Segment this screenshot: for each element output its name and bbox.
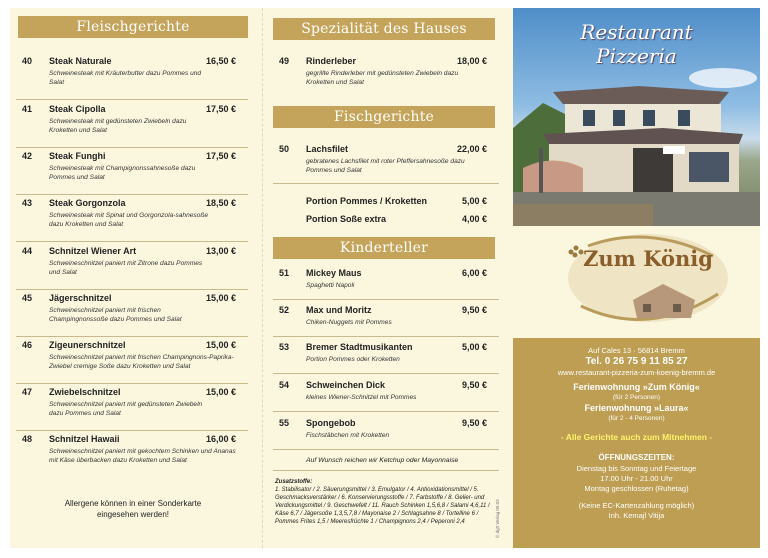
item-number: 46 <box>22 340 33 350</box>
printer-note: © dg!t Verlag 09.03 <box>495 499 500 538</box>
item-number: 43 <box>22 198 33 208</box>
section-title-kinderteller: Kinderteller <box>273 237 495 259</box>
item-price: 15,00 € <box>205 293 236 303</box>
extra-name: Portion Soße extra <box>306 214 387 224</box>
allergen-note: Allergene können in einer Sonderkarte eingesehen werden! <box>64 499 202 519</box>
item-description: gegrillte Rinderleber mit gedünsteten Zwiebeln dazu Kroketten und Salat <box>306 70 459 86</box>
item-number: 55 <box>279 418 290 428</box>
owner: Inh. Kemajl Vitija <box>608 511 665 520</box>
item-description: Portion Pommes oder Kroketten <box>306 356 400 363</box>
panel-fleischgerichte <box>10 8 256 548</box>
extra-name: Portion Pommes / Kroketten <box>306 196 428 206</box>
menu-item <box>16 151 248 195</box>
item-description: Chiken-Nuggets mit Pommes <box>306 319 392 326</box>
item-price: 17,50 € <box>205 151 236 161</box>
panel-spezialitaeten <box>262 8 507 548</box>
item-name: Schweinchen Dick <box>306 380 386 390</box>
item-description: Schweineschnitzel paniert mit frischen Champingnons-Paprika-Zwiebel cremige Soße dazu Kroketten und Salat <box>49 354 234 370</box>
extra-item <box>273 196 499 210</box>
item-number: 44 <box>22 246 33 256</box>
menu-item <box>16 104 248 148</box>
item-name: Lachsfilet <box>306 144 349 154</box>
logo-text: Zum König <box>583 246 713 271</box>
item-price: 16,00 € <box>205 434 236 444</box>
brand-line-1: Restaurant <box>580 20 693 44</box>
menu-item <box>16 293 248 337</box>
fewo-zum-koenig: Ferienwohnung »Zum König« <box>573 382 700 392</box>
menu-item <box>273 342 499 374</box>
item-name: Steak Gorgonzola <box>49 198 126 208</box>
item-name: Rinderleber <box>306 56 357 66</box>
takeaway-note: - Alle Gerichte auch zum Mitnehmen - <box>560 432 713 442</box>
item-number: 52 <box>279 305 290 315</box>
item-description: kleines Wiener-Schnitzel mit Pommes <box>306 394 417 401</box>
logo-area <box>513 226 760 338</box>
additives-title: Zusatzstoffe: <box>275 479 313 485</box>
item-description: Spaghetti Napoli <box>306 282 355 289</box>
panel-restaurant-info <box>513 8 760 548</box>
phone: Tel. 0 26 75 9 11 85 27 <box>585 356 688 367</box>
menu-item <box>16 340 248 384</box>
item-number: 54 <box>279 380 290 390</box>
item-price: 17,50 € <box>205 104 236 114</box>
section-title-fleischgerichte: Fleischgerichte <box>18 16 248 38</box>
item-price: 5,00 € <box>461 342 487 352</box>
contact-info <box>513 338 760 548</box>
menu-flyer <box>10 8 760 548</box>
menu-item <box>16 387 248 431</box>
menu-item <box>273 305 499 337</box>
menu-item <box>273 56 499 98</box>
restaurant-photo <box>513 8 760 226</box>
item-price: 16,50 € <box>205 56 236 66</box>
item-price: 9,50 € <box>461 305 487 315</box>
item-name: Schnitzel Wiener Art <box>49 246 137 256</box>
ec-card-note: (Keine EC-Kartenzahlung möglich) <box>578 501 695 510</box>
extra-price: 5,00 € <box>461 196 487 206</box>
section-title-spezialitaet: Spezialität des Hauses <box>273 18 495 40</box>
item-number: 40 <box>22 56 33 66</box>
item-price: 22,00 € <box>456 144 487 154</box>
item-name: Jägerschnitzel <box>49 293 112 303</box>
item-description: gebratenes Lachsfilet mit roter Pfeffersahnesoße dazu Pommes und Salat <box>306 158 465 174</box>
item-name: Mickey Maus <box>306 268 362 278</box>
item-number: 42 <box>22 151 33 161</box>
menu-item <box>273 418 499 450</box>
additives-text: 1. Stabilisator / 2. Säuerungsmittel / 3. Emulgator / 4. Antioxidationsmittel / 5. Geschmacksverstärker / 6. Konservierungsstoffe / 7. Farbstoffe / 8. Gelier- und Verdickungsmittel / 9. Geschwefelt / 11. Rauch Schinken 1,5,6,8 / Salami 4,6,11 / Käse 6,7 / Jägersoße 1,3,5,7,8 / Mayonaise 2 / Schlagsahne 8 / Tortelline 6 / Pommes Frites 1,5 / Meeresfrüchte 1 / Champignons 2,4 / Peperoni 2,4 <box>275 487 490 525</box>
section-title-fischgerichte: Fischgerichte <box>273 106 495 128</box>
item-name: Steak Cipolla <box>49 104 106 114</box>
opening-hours-line-1: Dienstag bis Sonntag und Feiertage <box>576 464 697 473</box>
extra-price: 4,00 € <box>461 214 487 224</box>
item-number: 45 <box>22 293 33 303</box>
item-price: 9,50 € <box>461 418 487 428</box>
item-name: Steak Funghi <box>49 151 106 161</box>
item-name: Spongebob <box>306 418 356 428</box>
item-price: 15,00 € <box>205 340 236 350</box>
item-description: Schweineschnitzel paniert mit gekochtem Schinken und Ananas mit Käse überbacken dazu Kroketten und Salat <box>49 448 236 464</box>
menu-item <box>16 198 248 242</box>
fewo-laura: Ferienwohnung »Laura« <box>584 403 689 413</box>
menu-item <box>273 380 499 412</box>
item-name: Schnitzel Hawaii <box>49 434 120 444</box>
item-description: Schweinesteak mit Kräuterbutter dazu Pommes und Salat <box>49 70 202 86</box>
opening-hours-line-2: 17.00 Uhr - 21.00 Uhr <box>600 474 673 483</box>
extra-item <box>273 214 499 228</box>
fewo-laura-sub: (für 2 - 4 Personen) <box>608 415 665 422</box>
address: Auf Cales 13 · 56814 Bremm <box>588 346 685 355</box>
menu-item <box>16 246 248 290</box>
item-price: 6,00 € <box>461 268 487 278</box>
item-price: 13,00 € <box>205 246 236 256</box>
menu-item <box>16 56 248 100</box>
zum-koenig-logo <box>513 226 760 338</box>
item-number: 49 <box>279 56 290 66</box>
brand-line-2: Pizzeria <box>596 44 677 68</box>
item-number: 47 <box>22 387 33 397</box>
item-price: 18,50 € <box>205 198 236 208</box>
item-description: Schweinesteak mit Champignonssahnesoße dazu Pommes und Salat <box>49 165 196 181</box>
fewo-zum-koenig-sub: (für 2 Personen) <box>613 394 660 401</box>
item-name: Max und Moritz <box>306 305 372 315</box>
item-description: Schweinesteak mit Spinat und Gorgonzola-sahnesoße dazu Kroketten und Salat <box>49 212 209 228</box>
item-number: 41 <box>22 104 33 114</box>
item-description: Schweinesteak mit gedünsteten Zwiebeln dazu Kroketten und Salat <box>49 118 187 134</box>
item-name: Zigeunerschnitzel <box>49 340 126 350</box>
opening-hours-line-3: Montag geschlossen (Ruhetag) <box>584 484 689 493</box>
item-name: Steak Naturale <box>49 56 112 66</box>
item-description: Fischstäbchen mit Kroketten <box>306 432 390 439</box>
item-number: 48 <box>22 434 33 444</box>
opening-hours-title: ÖFFNUNGSZEITEN: <box>598 453 675 462</box>
menu-item <box>16 434 248 478</box>
item-name: Bremer Stadtmusikanten <box>306 342 413 352</box>
website: www.restaurant-pizzeria-zum-koenig-bremm.de <box>557 368 716 377</box>
item-price: 18,00 € <box>456 56 487 66</box>
menu-item <box>273 268 499 300</box>
kinder-note: Auf Wunsch reichen wir Ketchup oder Mayonnaise <box>306 457 459 464</box>
item-price: 9,50 € <box>461 380 487 390</box>
item-number: 53 <box>279 342 290 352</box>
item-description: Schweineschnitzel paniert mit frischen Champingnonssoße dazu Pommes und Salat <box>49 307 182 323</box>
additives-block <box>275 478 490 526</box>
item-number: 51 <box>279 268 290 278</box>
item-number: 50 <box>279 144 290 154</box>
item-description: Schweineschnitzel paniert mit gedünsteten Zwiebeln dazu Pommes und Salat <box>49 401 203 417</box>
item-description: Schweineschnitzel paniert mit Zitrone dazu Pommes und Salat <box>49 260 203 276</box>
item-price: 15,00 € <box>205 387 236 397</box>
menu-item <box>273 144 499 184</box>
divider <box>273 470 499 471</box>
item-name: Zwiebelschnitzel <box>49 387 121 397</box>
